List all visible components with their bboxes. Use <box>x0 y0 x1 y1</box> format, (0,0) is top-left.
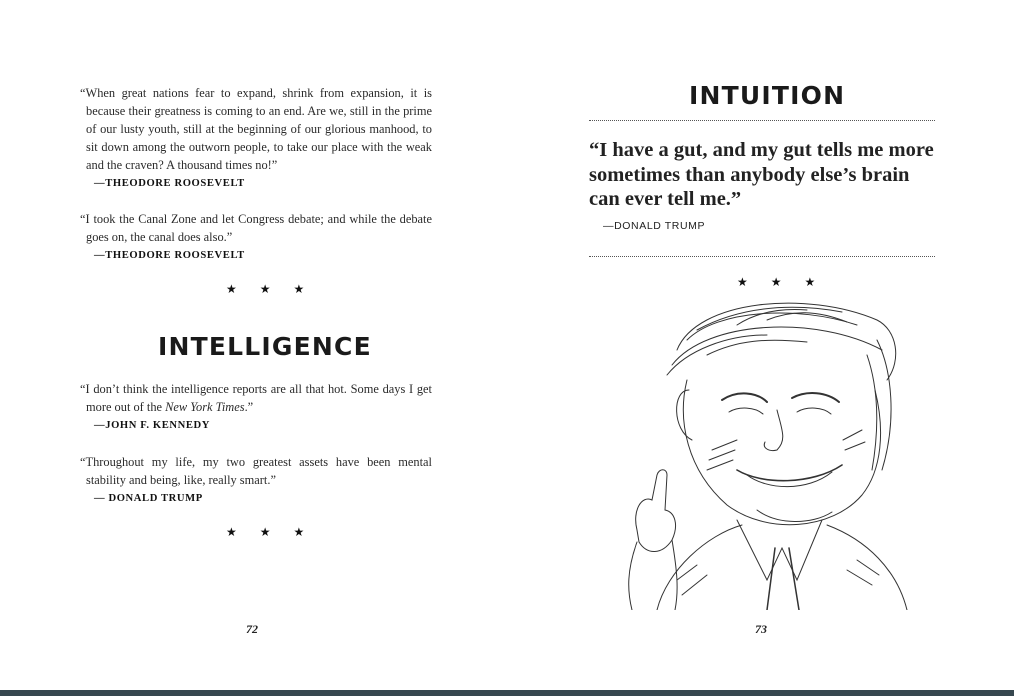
quote-roosevelt-expansion <box>80 84 432 193</box>
caricature-sketch-illustration <box>617 280 927 610</box>
section-title-intuition: INTUITION <box>689 81 846 110</box>
quote-kennedy <box>80 380 432 435</box>
star-separator: ★ ★ ★ <box>737 275 826 289</box>
bottom-bar <box>0 690 1014 696</box>
divider-bottom <box>589 256 935 257</box>
quote-author: — DONALD TRUMP <box>94 493 203 504</box>
star-separator: ★ ★ ★ <box>226 282 315 296</box>
quote-roosevelt-canal <box>80 210 432 265</box>
feature-quote: “I have a gut, and my gut tells me more sometimes than anybody else’s brain can ever tell me.” <box>589 139 934 210</box>
quote-trump-stability <box>80 453 432 508</box>
quote-author: —THEODORE ROOSEVELT <box>94 178 245 189</box>
page-number: 73 <box>755 622 767 636</box>
divider-top <box>589 120 935 121</box>
quote-text: “When great nations fear to expand, shrink from expansion, it is because their greatness is coming to an end. Are we, still in the prime of our lusty youth, still at the beginning of our glorious manhood, to sit down among the outworn people, to take our place with the weak and the craven? A thousand times no!” <box>80 86 432 172</box>
italic-title: New York Times <box>165 400 245 414</box>
quote-author: —THEODORE ROOSEVELT <box>94 250 245 261</box>
page-number: 72 <box>246 622 258 636</box>
quote-text: “I took the Canal Zone and let Congress debate; and while the debate goes on, the canal does also.” <box>80 212 432 244</box>
quote-text: “I don’t think the intelligence reports are all that hot. Some days I get more out of the New York Times.” <box>80 382 432 414</box>
feature-quote-author: —DONALD TRUMP <box>603 220 706 232</box>
quote-text: “Throughout my life, my two greatest assets have been mental stability and being, like, really smart.” <box>80 455 432 487</box>
left-page <box>0 0 507 690</box>
right-page <box>507 0 1014 690</box>
section-title-intelligence: INTELLIGENCE <box>158 332 372 361</box>
quote-author: —JOHN F. KENNEDY <box>94 420 211 431</box>
star-separator: ★ ★ ★ <box>226 525 315 539</box>
